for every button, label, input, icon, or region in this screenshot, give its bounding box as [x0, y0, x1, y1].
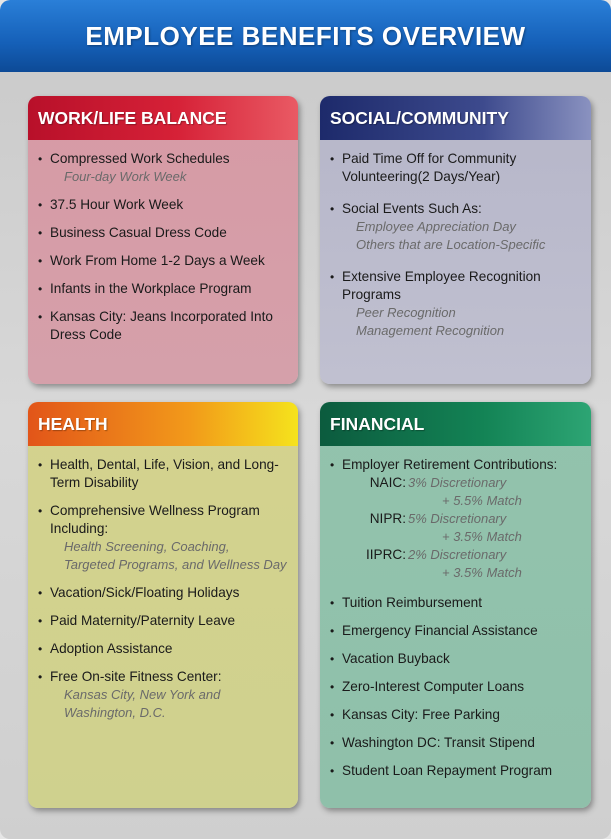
- list-item-text: • Washington DC: Transit Stipend: [342, 735, 535, 750]
- list-item-text: • Infants in the Workplace Program: [50, 281, 252, 296]
- list-item: [38, 584, 288, 602]
- list-item: [38, 502, 288, 574]
- list-item: [330, 200, 581, 254]
- list-item-text: • Emergency Financial Assistance: [342, 623, 538, 638]
- page-title: EMPLOYEE BENEFITS OVERVIEW: [85, 20, 526, 51]
- list-item: [38, 640, 288, 658]
- list-item: [330, 594, 581, 612]
- social-community-list: [320, 140, 591, 340]
- list-item: [330, 268, 581, 340]
- list-item-detail: Kansas City, New York and: [64, 687, 221, 702]
- list-item-detail: Employee Appreciation Day: [356, 219, 516, 234]
- list-item-text: • Free On-site Fitness Center:: [50, 669, 222, 684]
- list-item: [38, 252, 288, 270]
- list-item-text: • Kansas City: Jeans Incorporated Into Dress Code: [50, 309, 273, 342]
- work-life-heading: WORK/LIFE BALANCE: [28, 96, 298, 140]
- list-item-text: • Vacation Buyback: [342, 651, 450, 666]
- list-item: [38, 456, 288, 492]
- list-item: [38, 308, 288, 344]
- list-item: [330, 650, 581, 668]
- list-item: [38, 196, 288, 214]
- health-heading: HEALTH: [28, 402, 298, 446]
- health-list: [28, 446, 298, 722]
- list-item: [330, 762, 581, 780]
- list-item: [330, 734, 581, 752]
- plan-match: + 5.5% Match: [442, 493, 522, 508]
- list-item-text: • Paid Maternity/Paternity Leave: [50, 613, 236, 628]
- list-item-text: • 37.5 Hour Work Week: [50, 197, 184, 212]
- list-item-detail: Washington, D.C.: [64, 705, 166, 720]
- social-community-heading: SOCIAL/COMMUNITY: [320, 96, 591, 140]
- plan-label: NAIC:: [369, 475, 406, 490]
- plan-label: IIPRC:: [365, 547, 406, 562]
- work-life-list: [28, 140, 298, 344]
- list-item-text: • Adoption Assistance: [50, 641, 173, 656]
- financial-items: [330, 594, 581, 780]
- list-item: [330, 622, 581, 640]
- list-item: [38, 150, 288, 186]
- list-item-text: • Paid Time Off for Community Volunteering(2 Days/Year): [342, 151, 517, 184]
- list-item-detail: Management Recognition: [356, 323, 505, 338]
- health-card: [28, 402, 298, 808]
- plan-value: 5% Discretionary: [408, 511, 507, 526]
- financial-heading: FINANCIAL: [320, 402, 591, 446]
- list-item-text: • Kansas City: Free Parking: [342, 707, 500, 722]
- retirement-row: [342, 546, 581, 564]
- list-item: [38, 224, 288, 242]
- list-item-text: • Comprehensive Wellness Program Including:: [50, 503, 260, 536]
- list-item-detail: Peer Recognition: [356, 305, 456, 320]
- list-item: [38, 668, 288, 722]
- list-item: [38, 612, 288, 630]
- retirement-row: [342, 474, 581, 492]
- retirement-item: [330, 456, 581, 582]
- financial-card: [320, 402, 591, 808]
- list-item-text: • Tuition Reimbursement: [342, 595, 483, 610]
- list-item-text: • Compressed Work Schedules: [50, 151, 230, 166]
- social-community-card: [320, 96, 591, 384]
- list-item-detail: Four-day Work Week: [64, 169, 187, 184]
- list-item-detail: Health Screening, Coaching,: [64, 539, 230, 554]
- list-item-detail: Others that are Location-Specific: [356, 237, 546, 252]
- plan-match: + 3.5% Match: [442, 565, 522, 580]
- list-item-text: • Vacation/Sick/Floating Holidays: [50, 585, 240, 600]
- list-item: [330, 678, 581, 696]
- list-item-text: • Employer Retirement Contributions:: [342, 457, 558, 472]
- list-item-text: • Work From Home 1-2 Days a Week: [50, 253, 265, 268]
- list-item-text: • Zero-Interest Computer Loans: [342, 679, 525, 694]
- list-item: [330, 150, 581, 186]
- financial-list: [320, 446, 591, 780]
- plan-value: 3% Discretionary: [408, 475, 507, 490]
- list-item: [330, 706, 581, 724]
- list-item-text: • Business Casual Dress Code: [50, 225, 227, 240]
- list-item-text: • Health, Dental, Life, Vision, and Long-Term Disability: [50, 457, 279, 490]
- plan-label: NIPR:: [369, 511, 406, 526]
- plan-match: + 3.5% Match: [442, 529, 522, 544]
- retirement-row: [342, 510, 581, 528]
- list-item: [38, 280, 288, 298]
- list-item-text: • Student Loan Repayment Program: [342, 763, 553, 778]
- list-item-text: • Extensive Employee Recognition Programs: [342, 269, 541, 302]
- title-banner: [0, 0, 611, 72]
- list-item-text: • Social Events Such As:: [342, 201, 482, 216]
- list-item-detail: Targeted Programs, and Wellness Day: [64, 557, 287, 572]
- work-life-card: [28, 96, 298, 384]
- plan-value: 2% Discretionary: [408, 547, 507, 562]
